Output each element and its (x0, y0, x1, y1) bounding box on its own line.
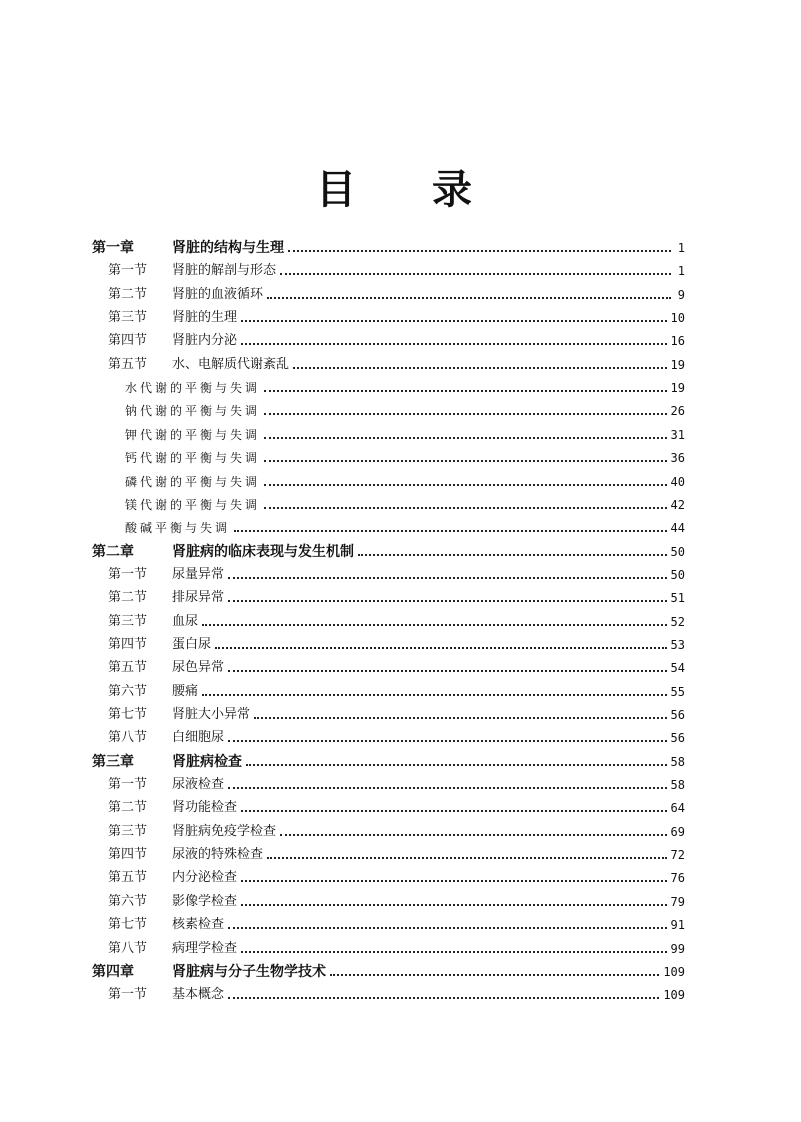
entry-page-number: 26 (670, 404, 685, 419)
toc-entry-section[interactable] (108, 866, 685, 886)
entry-label: 第五节 (108, 870, 148, 886)
toc-entry-section[interactable] (108, 726, 685, 746)
entry-title: 水代谢的平衡与失调 (125, 381, 261, 396)
entry-label: 第八节 (108, 730, 148, 746)
toc-entry-sub[interactable] (125, 423, 685, 443)
dot-leader (293, 367, 667, 369)
dot-leader (264, 507, 667, 509)
entry-page-number: 10 (670, 311, 685, 326)
entry-page-number: 31 (670, 427, 685, 442)
entry-title: 肾脏的血液循环 (172, 286, 264, 302)
dot-leader (358, 554, 667, 556)
entry-label: 第六节 (108, 893, 148, 909)
toc-entry-section[interactable] (108, 843, 685, 863)
entry-label: 第六节 (108, 683, 148, 699)
toc-entry-section[interactable] (108, 703, 685, 723)
entry-page-number: 44 (670, 521, 685, 536)
dot-leader (202, 624, 667, 626)
entry-label: 第一节 (108, 777, 148, 793)
entry-title: 肾脏大小异常 (172, 707, 251, 722)
dot-leader (228, 927, 667, 929)
entry-page-number: 99 (670, 941, 685, 956)
entry-page-number: 54 (670, 661, 685, 676)
entry-label: 第八节 (108, 940, 148, 956)
entry-title: 水、电解质代谢紊乱 (172, 356, 290, 372)
toc-entry-section[interactable] (108, 983, 685, 1003)
entry-title: 肾脏内分泌 (172, 333, 238, 349)
toc-entry-section[interactable] (108, 656, 685, 676)
entry-title: 肾功能检查 (172, 800, 238, 816)
entry-title: 病理学检查 (172, 940, 238, 956)
dot-leader (254, 717, 667, 719)
toc-entry-section[interactable] (108, 820, 685, 840)
entry-label: 第二节 (108, 800, 148, 816)
toc-entry-section[interactable] (108, 353, 685, 373)
entry-page-number: 56 (670, 731, 685, 746)
entry-page-number: 69 (670, 824, 685, 839)
entry-title: 尿液的特殊检查 (172, 847, 264, 863)
entry-page-number: 72 (670, 848, 685, 863)
entry-page-number: 55 (670, 684, 685, 699)
entry-title: 钙代谢的平衡与失调 (125, 451, 261, 466)
dot-leader (330, 974, 659, 976)
toc-entry-chapter[interactable] (92, 960, 685, 980)
entry-title: 肾脏的生理 (172, 310, 238, 326)
dot-leader (202, 694, 667, 696)
toc-entry-section[interactable] (108, 773, 685, 793)
entry-label: 第五节 (108, 660, 148, 676)
dot-leader (288, 250, 671, 252)
toc-entry-section[interactable] (108, 796, 685, 816)
entry-title: 镁代谢的平衡与失调 (125, 497, 261, 512)
entry-title: 肾脏的解剖与形态 (172, 263, 277, 279)
entry-page-number: 79 (670, 894, 685, 909)
dot-leader (241, 880, 667, 882)
entry-label: 第一节 (108, 987, 148, 1003)
dot-leader (280, 273, 671, 275)
entry-label: 第二章 (92, 543, 134, 560)
entry-label: 第七节 (108, 707, 148, 722)
dot-leader (228, 787, 667, 789)
dot-leader (234, 530, 667, 532)
dot-leader (228, 577, 667, 579)
dot-leader (264, 390, 667, 392)
entry-page-number: 109 (663, 988, 685, 1003)
toc-entry-sub[interactable] (125, 470, 685, 490)
entry-page-number: 76 (670, 871, 685, 886)
toc-entry-section[interactable] (108, 306, 685, 326)
entry-label: 第四节 (108, 333, 148, 349)
entry-page-number: 109 (663, 964, 685, 979)
entry-label: 第七节 (108, 917, 148, 933)
entry-page-number: 64 (670, 801, 685, 816)
toc-entry-sub[interactable] (125, 493, 685, 513)
entry-label: 第三节 (108, 613, 148, 629)
entry-label: 第三节 (108, 823, 148, 839)
dot-leader (264, 437, 667, 439)
entry-title: 基本概念 (172, 987, 225, 1003)
entry-title: 内分泌检查 (172, 870, 238, 886)
dot-leader (228, 740, 667, 742)
dot-leader (264, 460, 667, 462)
toc-entry-section[interactable] (108, 329, 685, 349)
entry-page-number: 42 (670, 497, 685, 512)
entry-title: 肾脏的结构与生理 (172, 240, 284, 256)
toc-entry-section[interactable] (108, 283, 685, 303)
entry-page-number: 19 (670, 357, 685, 372)
entry-title: 尿量异常 (172, 566, 225, 582)
entry-title: 蛋白尿 (172, 636, 212, 652)
entry-label: 第四章 (92, 963, 134, 980)
dot-leader (228, 670, 667, 672)
toc-entry-chapter[interactable] (92, 750, 685, 770)
entry-page-number: 50 (670, 567, 685, 582)
entry-title: 核素检查 (172, 917, 225, 933)
entry-title: 尿液检查 (172, 777, 225, 793)
entry-page-number: 50 (670, 544, 685, 559)
entry-page-number: 40 (670, 474, 685, 489)
dot-leader (241, 810, 667, 812)
dot-leader (264, 484, 667, 486)
entry-title: 酸碱平衡与失调 (125, 521, 231, 536)
toc-entry-section[interactable] (108, 913, 685, 933)
entry-title: 钾代谢的平衡与失调 (125, 427, 261, 442)
entry-page-number: 16 (670, 334, 685, 349)
dot-leader (267, 297, 671, 299)
entry-label: 第五节 (108, 356, 148, 372)
entry-title: 尿色异常 (172, 660, 225, 676)
entry-label: 第二节 (108, 286, 148, 302)
entry-title: 排尿异常 (172, 590, 225, 606)
toc-entry-section[interactable] (108, 259, 685, 279)
dot-leader (264, 413, 667, 415)
toc-entry-sub[interactable] (125, 399, 685, 419)
dot-leader (228, 997, 659, 999)
entry-page-number: 56 (670, 708, 685, 722)
dot-leader (241, 904, 667, 906)
toc-entry-section[interactable] (108, 937, 685, 957)
dot-leader (241, 320, 667, 322)
entry-label: 第四节 (108, 636, 148, 652)
dot-leader (267, 857, 667, 859)
toc-entry-sub[interactable] (125, 376, 685, 396)
entry-title: 腰痛 (172, 683, 199, 699)
toc-entry-section[interactable] (108, 680, 685, 700)
dot-leader (241, 951, 667, 953)
toc-entry-section[interactable] (108, 610, 685, 630)
entry-page-number: 58 (670, 778, 685, 793)
toc-heading-char-2: 录 (432, 167, 472, 213)
toc-entry-chapter[interactable] (92, 236, 685, 256)
toc-entry-section[interactable] (108, 563, 685, 583)
entry-label: 第一节 (108, 263, 148, 279)
entry-title: 肾脏病与分子生物学技术 (172, 963, 326, 980)
entry-page-number: 58 (670, 754, 685, 769)
entry-page-number: 91 (670, 918, 685, 933)
dot-leader (246, 764, 667, 766)
entry-title: 肾脏病的临床表现与发生机制 (172, 543, 354, 560)
entry-label: 第三章 (92, 753, 134, 770)
toc-entry-sub[interactable] (125, 516, 685, 536)
dot-leader (228, 600, 667, 602)
entry-page-number: 1 (677, 264, 685, 279)
dot-leader (280, 834, 667, 836)
entry-page-number: 51 (670, 591, 685, 606)
entry-title: 肾脏病检查 (172, 753, 242, 770)
entry-title: 磷代谢的平衡与失调 (125, 474, 261, 489)
entry-label: 第一章 (92, 240, 134, 256)
entry-page-number: 53 (670, 637, 685, 652)
entry-label: 第三节 (108, 310, 148, 326)
dot-leader (215, 647, 667, 649)
toc-entry-sub[interactable] (125, 446, 685, 466)
entry-label: 第二节 (108, 590, 148, 606)
entry-label: 第一节 (108, 566, 148, 582)
dot-leader (241, 343, 667, 345)
toc-entry-section[interactable] (108, 890, 685, 910)
entry-page-number: 1 (677, 241, 685, 255)
entry-title: 白细胞尿 (172, 730, 225, 746)
entry-page-number: 9 (677, 287, 685, 302)
toc-entry-section[interactable] (108, 633, 685, 653)
entry-page-number: 52 (670, 614, 685, 629)
entry-title: 肾脏病免疫学检查 (172, 823, 277, 839)
toc-heading-char-1: 目 (316, 167, 356, 213)
entry-title: 影像学检查 (172, 893, 238, 909)
entry-label: 第四节 (108, 847, 148, 863)
toc-entry-chapter[interactable] (92, 540, 685, 560)
entry-title: 血尿 (172, 613, 199, 629)
entry-title: 钠代谢的平衡与失调 (125, 404, 261, 419)
entry-page-number: 36 (670, 451, 685, 466)
entry-page-number: 19 (670, 381, 685, 396)
toc-entry-section[interactable] (108, 586, 685, 606)
